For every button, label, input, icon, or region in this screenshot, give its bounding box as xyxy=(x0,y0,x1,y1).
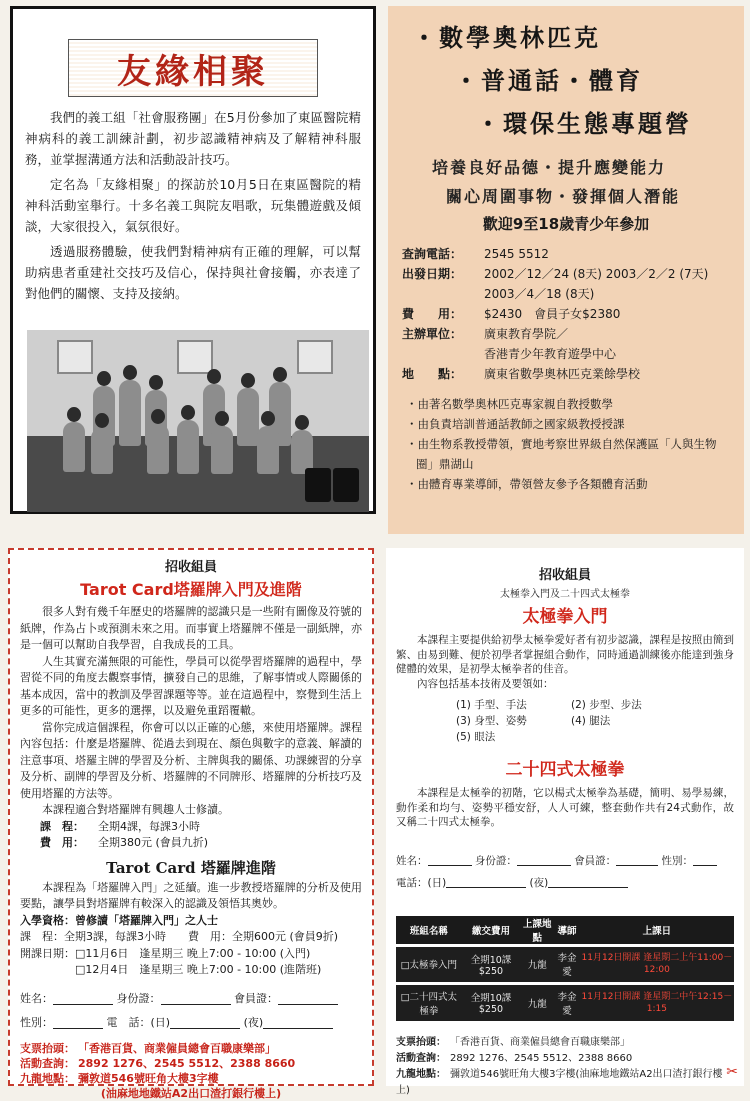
tarot-footer-value: 彌敦道546號旺角大樓3字樓 xyxy=(78,1071,219,1085)
friendship-title: 友緣相聚 xyxy=(68,39,318,97)
tarot-title: Tarot Card塔羅牌入門及進階 xyxy=(80,580,302,599)
camp-info-value: 2002／12／24 (8天) 2003／2／2 (7天) xyxy=(484,267,709,281)
tarot-gender-field[interactable] xyxy=(53,1017,103,1029)
group-photo xyxy=(27,330,369,512)
tarot-gender-label: 性別： xyxy=(20,1015,53,1029)
taichi-class-table xyxy=(396,916,734,1022)
tarot-footer xyxy=(20,1041,362,1101)
taichi-title-1: 太極拳入門 xyxy=(522,607,608,627)
class-schedule: 11月12日開課 逢星期二上午11:00－12:00 xyxy=(580,945,734,983)
camp-feature: ・由負責培訓普通話教師之國家級教授授課 xyxy=(406,417,625,431)
camp-info-value: 2545 5512 xyxy=(484,247,549,261)
taichi-phone-day-label: 電話：(日) xyxy=(396,876,447,889)
taichi-footer-value: 「香港百貨、商業僱員總會百職康樂部」 xyxy=(450,1037,630,1048)
tarot-advanced-paragraph: 本課程為「塔羅牌入門」之延續。進一步教授塔羅牌的分析及使用要點，讓學員對塔羅牌有較深入的認識及領悟其奧妙。 xyxy=(20,880,362,910)
tarot-member-label: 會員證： xyxy=(234,991,278,1005)
tarot-id-field[interactable] xyxy=(161,993,231,1005)
tarot-entry-requirement: 入學資格：曾修讀「塔羅牌入門」之人士 xyxy=(20,913,218,927)
class-fee: 全期10課$250 xyxy=(462,983,521,1021)
tarot-advanced-course: 課 程：全期3課，每課3小時 費 用：全期600元 (會員9折) xyxy=(20,930,339,943)
tarot-fee-value: 全期380元 (會員九折) xyxy=(98,835,209,849)
camp-info-value: 香港青少年教育遊學中心 xyxy=(484,347,617,361)
taichi-footer-label: 九龍地點： xyxy=(396,1069,446,1080)
class-location: 九龍 xyxy=(520,983,554,1021)
taichi-paragraph-3: 本課程是太極拳的初階，它以楊式太極拳為基礎，簡明、易學易練，動作柔和均勻、姿勢平穩安舒，人人可練，整套動作共有24式動作，故又稱二十四式太極拳。 xyxy=(396,787,734,828)
class-instructor: 李金愛 xyxy=(554,983,580,1021)
table-header: 導師 xyxy=(554,916,580,946)
tarot-paragraph-1: 很多人對有幾千年歷史的塔羅牌的認識只是一些附有圖像及符號的紙牌，作為占卜或預測未來之用。而事實上塔羅牌不僅是一副紙牌，亦是一個可以幫助自我學習，自我成長的工具。 xyxy=(20,605,362,651)
table-header: 上課地點 xyxy=(520,916,554,946)
camp-info-value: 2003／4／18 (8天) xyxy=(484,287,595,301)
friendship-paragraph-3: 透過服務體驗，使我們對精神病有正確的理解，可以幫助病患者重建社交技巧及信心，保持與社會接觸，亦表達了對他們的關懷、支持及接納。 xyxy=(25,244,361,301)
tarot-signup-form xyxy=(20,987,362,1035)
tarot-advanced-title: Tarot Card 塔羅牌進階 xyxy=(106,858,276,877)
taichi-head: 招收組員 xyxy=(538,568,591,583)
class-name-checkbox[interactable]: □二十四式太極拳 xyxy=(396,983,462,1021)
tarot-phone-night-field[interactable] xyxy=(263,1017,333,1029)
table-header: 上課日 xyxy=(580,916,734,946)
camp-info-label: 費 用： xyxy=(402,307,463,321)
taichi-phone-night-field[interactable] xyxy=(548,877,628,888)
class-instructor: 李金愛 xyxy=(554,945,580,983)
tarot-paragraph-2: 人生其實充滿無限的可能性，學員可以從學習塔羅牌的過程中，學習從不同的角度去觀察事情，擴發自己的思維，了解事情或人際關係的基本成因，當中的教訓及學習課題等等。並在這過程中，察覺到生活上更多的可能性，更多的選擇，以及避免重蹈覆轍。 xyxy=(20,654,362,717)
taichi-ad xyxy=(386,548,744,1096)
taichi-topic: (1) 手型、手法 xyxy=(456,699,527,711)
taichi-footer-label: 活動查詢： xyxy=(396,1053,446,1064)
tarot-name-field[interactable] xyxy=(53,993,113,1005)
tarot-paragraph-4: 本課程適合對塔羅牌有興趣人士修讀。 xyxy=(42,803,229,816)
taichi-footer xyxy=(396,1035,734,1099)
taichi-topic: (3) 身型、姿勢 xyxy=(456,715,527,727)
taichi-paragraph-2: 內容包括基本技術及要領如： xyxy=(417,677,554,690)
taichi-name-field[interactable] xyxy=(428,855,472,866)
taichi-topics xyxy=(456,697,686,745)
taichi-signup-form xyxy=(396,850,734,894)
tarot-footer-label: 活動查詢： xyxy=(20,1056,75,1070)
friendship-article xyxy=(10,6,376,514)
taichi-member-label: 會員證： xyxy=(574,854,617,867)
taichi-topic: (2) 步型、步法 xyxy=(571,699,642,711)
camp-title-line-1: ・數學奧林匹克 xyxy=(412,23,601,52)
tarot-footer-value: 「香港百貨、商業僱員總會百職康樂部」 xyxy=(78,1041,276,1055)
taichi-gender-label: 性別： xyxy=(661,854,694,867)
tarot-paragraph-3: 當你完成這個課程，你會可以以正確的心態，來使用塔羅牌。課程內容包括：什麼是塔羅牌、從過去到現在、顏色與數字的意義、解讀的注意事項、塔羅主牌的學習及分析、主牌與我的關係、功課練習的分享及分析、副牌的學習及分析、塔羅牌的不同牌形、塔羅牌的分析技巧及使用塔羅的方法等。 xyxy=(20,720,362,800)
taichi-footer-value: 彌敦道546號旺角大樓3字樓(油麻地地鐵站A2出口渣打銀行樓上) xyxy=(396,1069,723,1096)
camp-info-label: 出發日期： xyxy=(402,267,463,281)
tarot-course-value: 全期4課，每課3小時 xyxy=(98,819,200,833)
camp-info-value: $2430 會員子女$2380 xyxy=(484,307,621,321)
tarot-ad xyxy=(8,548,374,1100)
camp-title-line-3: ・環保生態專題營 xyxy=(476,109,692,138)
camp-slogan-1: 培養良好品德・提升應變能力 xyxy=(432,158,667,177)
table-row[interactable] xyxy=(396,945,734,983)
taichi-paragraph-1: 本課程主要提供給初學太極拳愛好者有初步認識，課程是按照由簡到繁、由易到難、便於初學者掌握組合動作，同時通過訓練後亦能達到強身健體的效果，是初學太極拳者的佳音。 xyxy=(396,634,734,675)
camp-welcome: 歡迎9至18歲青少年參加 xyxy=(482,215,650,233)
camp-info-label: 查詢電話： xyxy=(402,247,463,261)
tarot-start-date-1[interactable]: 開課日期：□11月6日 逢星期三 晚上7:00 - 10:00 (入門) xyxy=(20,946,311,960)
friendship-paragraph-1: 我們的義工組「社會服務團」在5月份參加了東區醫院精神病科的義工訓練計劃，初步認識精神病及了解精神科服務，並掌握溝通方法和活動設計技巧。 xyxy=(25,110,361,167)
class-location: 九龍 xyxy=(520,945,554,983)
tarot-member-field[interactable] xyxy=(278,993,338,1005)
taichi-id-field[interactable] xyxy=(517,855,571,866)
tarot-course-label: 課 程： xyxy=(40,819,84,833)
camp-info-label xyxy=(402,284,484,304)
tarot-fee-label: 費 用： xyxy=(40,835,84,849)
taichi-topic: (5) 眼法 xyxy=(456,731,496,743)
tarot-start-date-2[interactable]: □12月4日 逢星期三 晚上7:00 - 10:00 (進階班) xyxy=(20,963,322,976)
table-row[interactable] xyxy=(396,983,734,1021)
camp-title-line-2: ・普通話・體育 xyxy=(454,66,643,95)
tarot-footer-note: (油麻地地鐵站A2出口渣打銀行樓上) xyxy=(100,1086,282,1100)
camp-info-label xyxy=(402,344,484,364)
scissors-mark-icon: ✂ xyxy=(726,1064,738,1080)
taichi-subtitle: 太極拳入門及二十四式太極拳 xyxy=(500,589,630,600)
camp-feature: ・由生物系教授帶領，實地考察世界級自然保護區「人與生物圈」鼎湖山 xyxy=(406,437,717,471)
class-name-checkbox[interactable]: □太極拳入門 xyxy=(396,945,462,983)
camp-feature: ・由體育專業導師，帶領營友參予各類體育活動 xyxy=(406,477,648,491)
tarot-phone-day-field[interactable] xyxy=(170,1017,240,1029)
tarot-footer-label: 九龍地點： xyxy=(20,1071,75,1085)
table-header: 繳交費用 xyxy=(462,916,521,946)
tarot-phone-day-label: 電 話：(日) xyxy=(106,1015,171,1029)
taichi-phone-night-label: (夜) xyxy=(529,876,549,889)
taichi-topic: (4) 腿法 xyxy=(571,715,611,727)
taichi-phone-day-field[interactable] xyxy=(446,877,526,888)
tarot-phone-night-label: (夜) xyxy=(243,1015,264,1029)
camp-ad xyxy=(388,6,744,534)
class-schedule: 11月12日開課 逢星期二中午12:15－1:15 xyxy=(580,983,734,1021)
taichi-gender-field[interactable] xyxy=(693,855,717,866)
tarot-id-label: 身份證： xyxy=(116,991,161,1005)
camp-info-value: 廣東省數學奧林匹克業餘學校 xyxy=(484,367,641,381)
taichi-title-2: 二十四式太極拳 xyxy=(505,760,625,780)
class-fee: 全期10課$250 xyxy=(462,945,521,983)
camp-info xyxy=(402,244,730,384)
tarot-head: 招收組員 xyxy=(164,560,217,575)
tarot-name-label: 姓名： xyxy=(20,991,53,1005)
camp-features xyxy=(402,394,730,494)
camp-feature: ・由著名數學奧林匹克專家親自教授數學 xyxy=(406,397,613,411)
taichi-footer-value: 2892 1276、2545 5512、2388 8660 xyxy=(450,1053,633,1064)
taichi-id-label: 身份證： xyxy=(474,854,517,867)
camp-info-label: 地 點： xyxy=(402,367,463,381)
table-header: 班組名稱 xyxy=(396,916,462,946)
taichi-name-label: 姓名： xyxy=(396,854,428,867)
tarot-footer-value: 2892 1276、2545 5512、2388 8660 xyxy=(78,1056,296,1070)
camp-info-value: 廣東教育學院／ xyxy=(484,327,569,341)
taichi-footer-label: 支票抬頭： xyxy=(396,1037,446,1048)
camp-slogan-2: 關心周圍事物・發揮個人潛能 xyxy=(446,187,681,206)
friendship-paragraph-2: 定名為「友緣相聚」的探訪於10月5日在東區醫院的精神科活動室舉行。十多名義工與院友唱歌，玩集體遊戲及傾談，大家很投入，氣氛很好。 xyxy=(25,177,361,234)
taichi-topic xyxy=(571,729,686,745)
taichi-member-field[interactable] xyxy=(616,855,658,866)
camp-info-label: 主辦單位： xyxy=(402,327,463,341)
tarot-footer-label: 支票抬頭： xyxy=(20,1041,75,1055)
